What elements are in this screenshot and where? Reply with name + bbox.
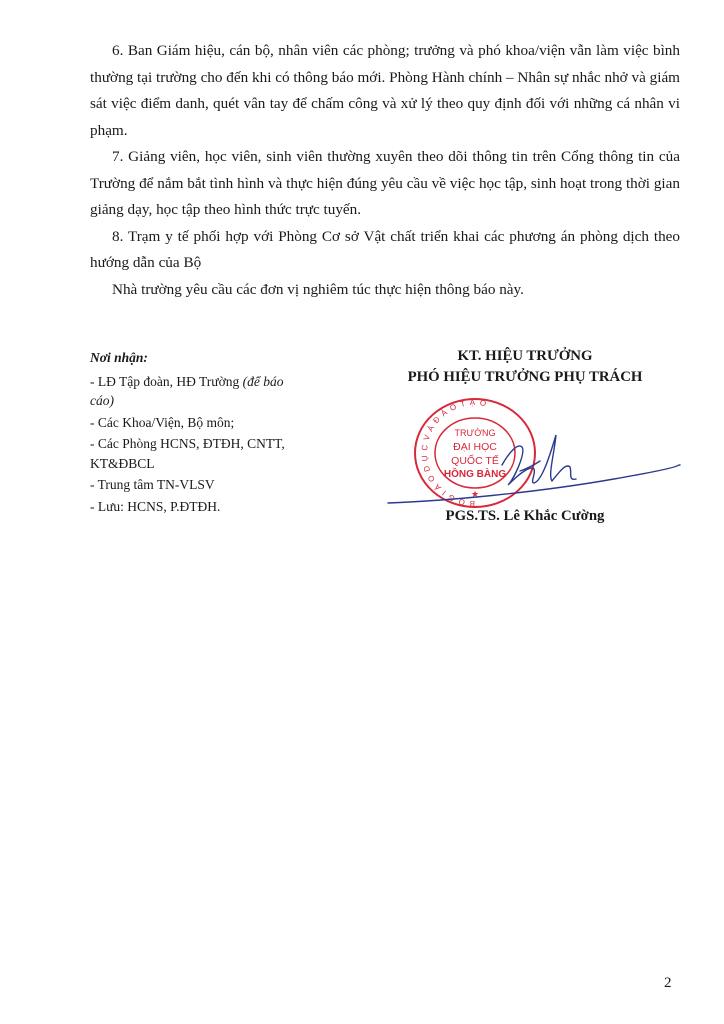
seal-line4: HỒNG BÀNG <box>443 469 507 480</box>
seal-line3: QUỐC TẾ <box>451 455 499 467</box>
seal-line1: TRƯỜNG <box>454 428 496 438</box>
signature-title-line2: PHÓ HIỆU TRƯỞNG PHỤ TRÁCH <box>407 369 643 385</box>
recipient-item: - Các Khoa/Viện, Bộ môn; <box>90 414 235 430</box>
recipient-item: - Các Phòng HCNS, ĐTĐH, CNTT, KT&ĐBCL <box>90 436 285 471</box>
paragraph-7: 7. Giảng viên, học viên, sinh viên thường xuyên theo dõi thông tin trên Cổng thông tin của Trường để nắm bắt tình hình và thực hiện đúng yêu cầu về việc học tập, sinh hoạt trong thời gian giảng dạy, học tập theo hình thức trực tuyến. <box>90 148 680 218</box>
page-number: 2 <box>664 975 672 991</box>
seal-line2: ĐẠI HỌC <box>453 441 497 453</box>
recipients-block <box>90 348 300 518</box>
recipients-list <box>90 372 300 517</box>
svg-text:★: ★ <box>470 489 480 499</box>
recipient-item: - Lưu: HCNS, P.ĐTĐH. <box>90 498 221 514</box>
signature-title-line1: KT. HIỆU TRƯỞNG <box>457 348 593 364</box>
recipient-item-note: (để báo cáo) <box>90 373 284 408</box>
recipient-item <box>90 372 300 411</box>
signature-title-block <box>360 346 690 388</box>
paragraph-8: 8. Trạm y tế phối hợp với Phòng Cơ sở Vật chất triển khai các phương án phòng dịch theo hướng dẫn của Bộ <box>90 227 680 271</box>
recipient-item-text: - LĐ Tập đoàn, HĐ Trường <box>90 373 243 389</box>
recipients-heading: Nơi nhận: <box>90 350 148 365</box>
handwritten-signature-icon <box>384 425 684 515</box>
recipient-item: - Trung tâm TN-VLSV <box>90 477 215 492</box>
body-text <box>90 38 680 303</box>
closing-paragraph: Nhà trường yêu cầu các đơn vị nghiêm túc thực hiện thông báo này. <box>112 280 524 298</box>
paragraph-6: 6. Ban Giám hiệu, cán bộ, nhân viên các phòng; trưởng và phó khoa/viện vẫn làm việc bình thường tại trường cho đến khi có thông báo mới. Phòng Hành chính – Nhân sự nhắc nhở và giám sát việc điểm danh, quét vân tay để chấm công và xử lý theo quy định đối với những cá nhân vi phạm. <box>90 42 680 139</box>
signer-name: PGS.TS. Lê Khắc Cường <box>445 508 605 524</box>
seal-ring-text: B Ộ G I Á O D Ụ C V À Đ À O T Ạ O <box>419 397 488 509</box>
